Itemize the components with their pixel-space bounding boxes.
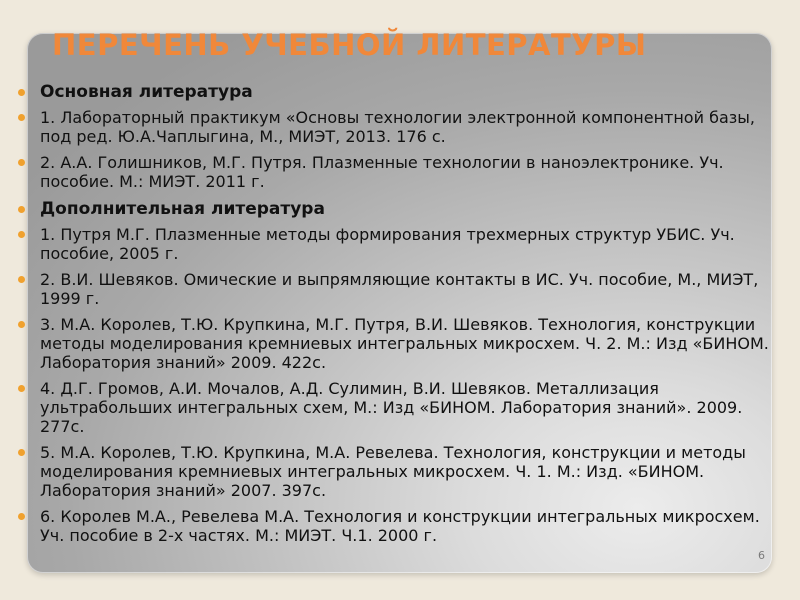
list-item	[18, 153, 770, 191]
list-item-text: Основная литература	[40, 82, 253, 102]
list-item-text: 2. А.А. Голишников, М.Г. Путря. Плазменные технологии в наноэлектронике. Уч. пособие. М.: МИЭТ. 2011 г.	[40, 153, 724, 191]
list-item-text: 3. М.А. Королев, Т.Ю. Крупкина, М.Г. Путря, В.И. Шевяков. Технология, конструкции методы моделирования кремниевых интегральных микросхем. Ч. 2. М.: Изд «БИНОМ. Лаборатория знаний» 2009. 422с.	[40, 315, 769, 372]
list-heading-main-literature	[18, 81, 770, 103]
list-item	[18, 379, 770, 436]
list-item-text: 1. Путря М.Г. Плазменные методы формирования трехмерных структур УБИС. Уч. пособие, 2005 г.	[40, 225, 735, 263]
bullet-dot-icon	[18, 513, 25, 520]
list-item	[18, 270, 770, 308]
list-item	[18, 225, 770, 263]
list-item	[18, 315, 770, 372]
literature-list	[18, 81, 770, 552]
list-item-text: 4. Д.Г. Громов, А.И. Мочалов, А.Д. Сулимин, В.И. Шевяков. Металлизация ультрабольших интегральных схем, М.: Изд «БИНОМ. Лаборатория знаний». 2009. 277с.	[40, 379, 743, 436]
bullet-dot-icon	[18, 449, 25, 456]
list-item	[18, 108, 770, 146]
list-item-text: 6. Королев М.А., Ревелева М.А. Технология и конструкции интегральных микросхем. Уч. пособие в 2-х частях. М.: МИЭТ. Ч.1. 2000 г.	[40, 507, 760, 545]
page-number: 6	[758, 549, 765, 562]
list-item-text: 2. В.И. Шевяков. Омические и выпрямляющие контакты в ИС. Уч. пособие, М., МИЭТ, 1999 г.	[40, 270, 759, 308]
bullet-dot-icon	[18, 385, 25, 392]
list-item	[18, 443, 770, 500]
list-item	[18, 507, 770, 545]
list-item-text: 5. М.А. Королев, Т.Ю. Крупкина, М.А. Ревелева. Технология, конструкции и методы моделирования кремниевых интегральных микросхем. Ч. 1. М.: Изд. «БИНОМ. Лаборатория знаний» 2007. 397с.	[40, 443, 746, 500]
slide-title: ПЕРЕЧЕНЬ УЧЕБНОЙ ЛИТЕРАТУРЫ	[52, 28, 647, 62]
bullet-dot-icon	[18, 114, 25, 121]
bullet-dot-icon	[18, 231, 25, 238]
list-item-text: 1. Лабораторный практикум «Основы технологии электронной компонентной базы, под ред. Ю.А.Чаплыгина, М., МИЭТ, 2013. 176 с.	[40, 108, 755, 146]
list-heading-additional-literature	[18, 198, 770, 220]
bullet-dot-icon	[18, 276, 25, 283]
bullet-dot-icon	[18, 159, 25, 166]
bullet-dot-icon	[18, 321, 25, 328]
bullet-dot-icon	[18, 206, 25, 213]
list-item-text: Дополнительная литература	[40, 199, 325, 219]
bullet-dot-icon	[18, 89, 25, 96]
